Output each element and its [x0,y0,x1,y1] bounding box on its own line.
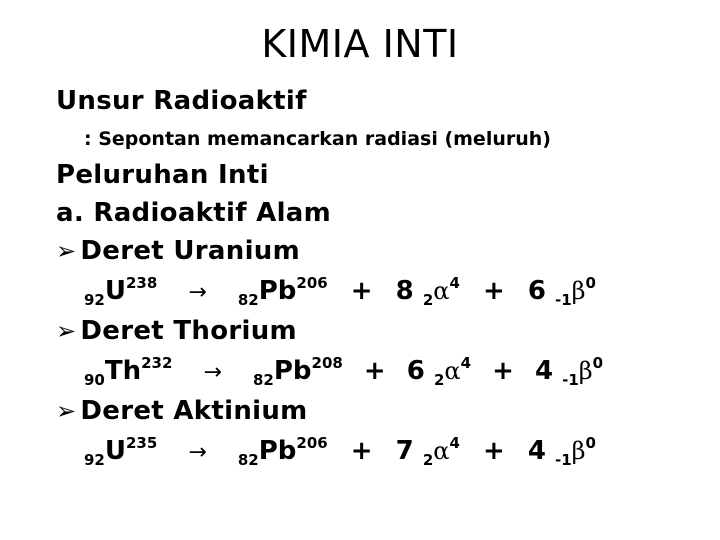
plus-sign: + [482,276,505,306]
reaction-arrow: → [188,440,207,465]
alpha-count: 7 [395,436,414,466]
arrow-right-bullet-icon: ➢ [56,397,77,425]
alpha-symbol: α [444,357,461,385]
reaction-arrow: → [188,280,207,305]
mass-number: 206 [296,434,328,452]
atomic-number: 92 [84,291,105,309]
mass-number: 235 [126,434,158,452]
plus-sign: + [363,356,386,386]
plus-sign: + [350,436,373,466]
element-symbol: Pb [258,436,297,466]
alpha-z: 2 [433,371,445,389]
atomic-number: 90 [84,371,105,389]
alpha-a: 4 [460,354,472,372]
mass-number: 238 [126,274,158,292]
decay-equation-aktinium [84,434,596,469]
beta-z: -1 [554,451,572,469]
heading-radioaktif-alam: a. Radioaktif Alam [56,198,332,228]
series-heading-aktinium [56,396,308,426]
beta-z: -1 [562,371,579,389]
beta-count: 6 [527,276,546,306]
plus-sign: + [350,276,373,306]
series-label: Deret Aktinium [80,396,308,426]
mass-number: 208 [311,354,343,372]
plus-sign: + [482,436,505,466]
alpha-a: 4 [449,274,460,292]
beta-symbol: β [578,357,593,385]
beta-a: 0 [585,434,596,452]
alpha-count: 8 [395,276,414,306]
atomic-number: 82 [237,451,259,469]
element-symbol: U [104,436,126,466]
beta-a: 0 [585,274,596,292]
alpha-z: 2 [422,451,434,469]
beta-count: 4 [527,436,546,466]
atomic-number: 82 [237,291,259,309]
decay-equation-thorium [84,354,604,389]
reaction-arrow: → [203,360,222,385]
series-label: Deret Thorium [80,316,297,346]
alpha-z: 2 [422,291,434,309]
page-title: KIMIA INTI [261,22,459,66]
heading-unsur-radioaktif: Unsur Radioaktif [56,86,307,116]
beta-a: 0 [592,354,604,372]
plus-sign: + [492,356,514,386]
element-symbol: Pb [273,356,312,386]
mass-number: 206 [296,274,328,292]
alpha-symbol: α [433,277,450,305]
series-heading-uranium [56,236,300,266]
alpha-symbol: α [433,437,450,465]
element-symbol: Th [104,356,142,386]
alpha-count: 6 [406,356,425,386]
definition-text: : Sepontan memancarkan radiasi (meluruh) [84,128,551,150]
atomic-number: 92 [84,451,105,469]
series-heading-thorium [56,316,297,346]
beta-symbol: β [571,437,586,465]
alpha-a: 4 [449,434,460,452]
arrow-right-bullet-icon: ➢ [56,237,77,265]
decay-equation-uranium [84,274,596,309]
mass-number: 232 [141,354,173,372]
atomic-number: 82 [253,371,274,389]
element-symbol: Pb [258,276,297,306]
beta-count: 4 [534,356,554,386]
series-label: Deret Uranium [80,236,300,266]
heading-peluruhan-inti: Peluruhan Inti [56,160,269,190]
beta-z: -1 [554,291,572,309]
arrow-right-bullet-icon: ➢ [56,317,77,345]
element-symbol: U [104,276,126,306]
beta-symbol: β [571,277,586,305]
